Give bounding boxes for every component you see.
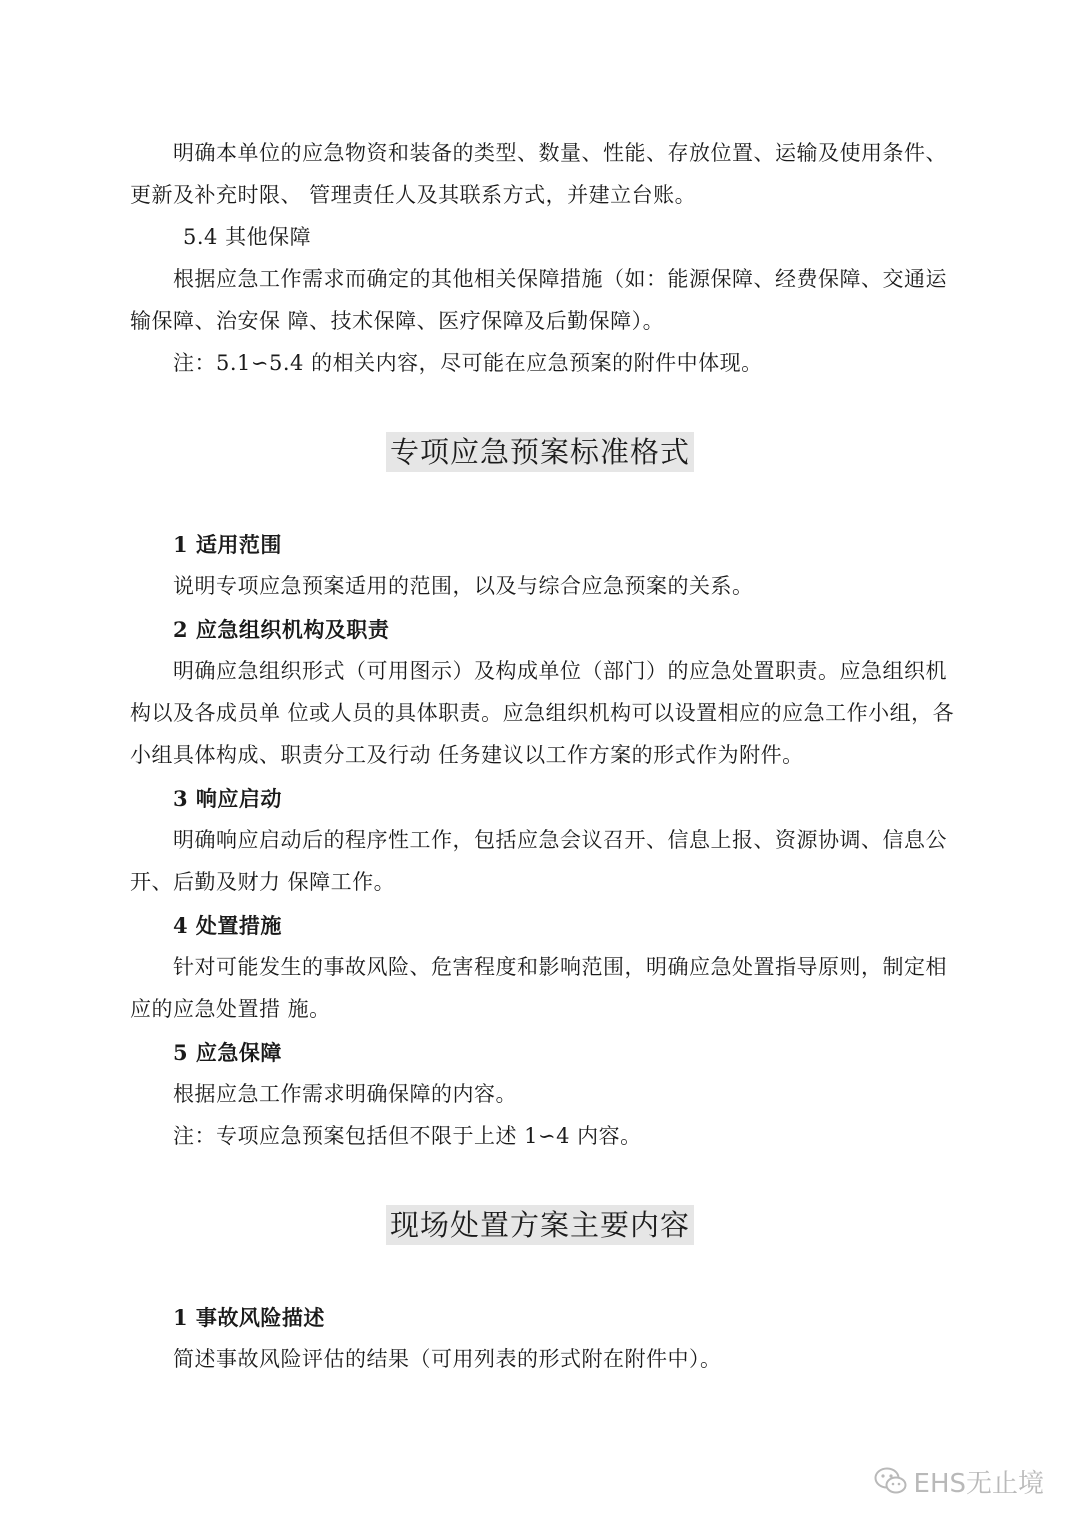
- section-title-onsite-plan: 现场处置方案主要内容: [386, 1205, 694, 1245]
- watermark: [874, 1461, 1044, 1501]
- section-title-special-plan: 专项应急预案标准格式: [386, 432, 694, 472]
- paragraph-support: 根据应急工作需求明确保障的内容。: [173, 1082, 517, 1106]
- heading-measures: 4 处置措施: [173, 913, 282, 938]
- note-paragraph-special: 注：专项应急预案包括但不限于上述 1∽4 内容。: [173, 1124, 642, 1148]
- paragraph-scope: 说明专项应急预案适用的范围，以及与综合应急预案的关系。: [173, 574, 754, 598]
- title-container: [0, 432, 1080, 472]
- heading-support: 5 应急保障: [173, 1040, 282, 1065]
- note-paragraph: 注：5.1∽5.4 的相关内容，尽可能在应急预案的附件中体现。: [173, 351, 763, 375]
- title-container-2: [0, 1205, 1080, 1245]
- wechat-icon: [874, 1467, 908, 1495]
- watermark-text: EHS无止境: [913, 1468, 1044, 1499]
- heading-response: 3 响应启动: [173, 786, 282, 811]
- paragraph-response: 明确响应启动后的程序性工作，包括应急会议召开、信息上报、资源协调、信息公开、后勤及财力 保障工作。: [130, 828, 947, 894]
- heading-organization: 2 应急组织机构及职责: [173, 617, 390, 642]
- paragraph-organization: 明确应急组织形式（可用图示）及构成单位（部门）的应急处置职责。应急组织机构以及各成员单 位或人员的具体职责。应急组织机构可以设置相应的应急工作小组，各小组具体构成、职责分工及行动 任务建议以工作方案的形式作为附件。: [130, 659, 955, 767]
- heading-scope: 1 适用范围: [173, 532, 282, 557]
- paragraph-supplies: 明确本单位的应急物资和装备的类型、数量、性能、存放位置、运输及使用条件、更新及补充时限、 管理责任人及其联系方式，并建立台账。: [130, 141, 947, 207]
- paragraph-risk: 简述事故风险评估的结果（可用列表的形式附在附件中）。: [173, 1347, 722, 1371]
- paragraph-other-support: 根据应急工作需求而确定的其他相关保障措施（如：能源保障、经费保障、交通运输保障、治安保 障、技术保障、医疗保障及后勤保障）。: [130, 267, 947, 333]
- paragraph-measures: 针对可能发生的事故风险、危害程度和影响范围，明确应急处置指导原则，制定相应的应急处置措 施。: [130, 955, 947, 1021]
- heading-risk: 1 事故风险描述: [173, 1305, 325, 1330]
- section-heading-other-support: 5.4 其他保障: [183, 225, 312, 249]
